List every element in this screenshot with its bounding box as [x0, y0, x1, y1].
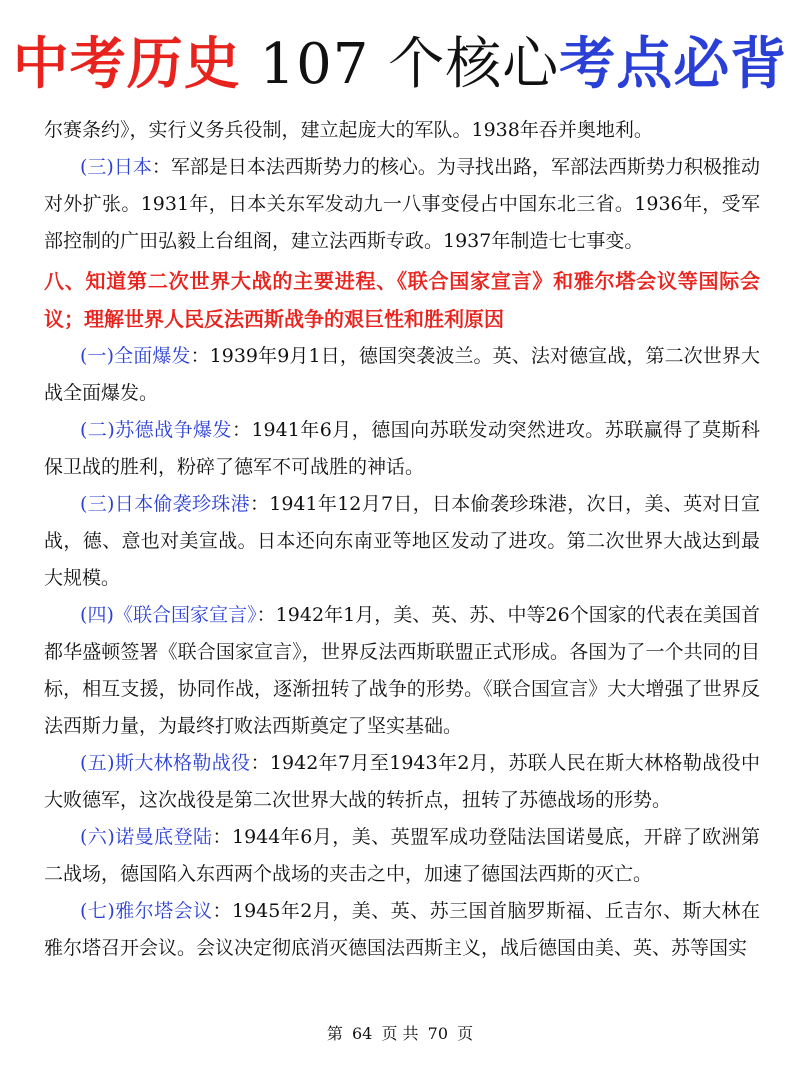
page-title [0, 28, 800, 101]
item-text: ：1941年12月7日，日本偷袭珍珠港，次日，美、英对日宣战，德、意也对美宣战。日本还向东南亚等地区发动了进攻。第二次世界大战达到最大规模。 [44, 493, 761, 589]
paragraph-label: (三)日本 [80, 156, 152, 178]
footer-page-number: 64 [352, 1024, 373, 1043]
list-item [44, 745, 760, 819]
footer-total-pages: 70 [427, 1024, 448, 1043]
item-text: ：1942年1月，美、英、苏、中等26个国家的代表在美国首都华盛顿签署《联合国家宣言》，世界反法西斯联盟正式形成。各国为了一个共同的目标，相互支援，协同作战，逐渐扭转了战争的形势。《联合国宣言》大大增强了世界反法西斯力量，为最终打败法西斯奠定了坚实基础。 [44, 604, 760, 737]
item-text: ：1944年6月，美、英盟军成功登陆法国诺曼底，开辟了欧洲第二战场，德国陷入东西两个战场的夹击之中，加速了德国法西斯的灭亡。 [44, 826, 760, 885]
paragraph-text: 尔赛条约》，实行义务兵役制，建立起庞大的军队。1938年吞并奥地利。 [44, 119, 653, 141]
section-heading: 八、知道第二次世界大战的主要进程、《联合国家宣言》和雅尔塔会议等国际会议；理解世界人民反法西斯战争的艰巨性和胜利原因 [44, 269, 760, 331]
item-label: (四)《联合国家宣言》 [80, 604, 257, 626]
item-text: ：1942年7月至1943年2月，苏联人民在斯大林格勒战役中大败德军，这次战役是第二次世界大战的转折点，扭转了苏德战场的形势。 [44, 752, 761, 811]
list-item [44, 597, 760, 745]
list-item [44, 893, 760, 967]
paragraph-continuation [44, 112, 760, 149]
item-text: ：1945年2月，美、英、苏三国首脑罗斯福、丘吉尔、斯大林在雅尔塔召开会议。会议决定彻底消灭德国法西斯主义，战后德国由美、英、苏等国实 [44, 900, 760, 959]
paragraph-text: ：军部是日本法西斯势力的核心。为寻找出路，军部法西斯势力积极推动对外扩张。1931年，日本关东军发动九一八事变侵占中国东北三省。1936年，受军部控制的广田弘毅上台组阁，建立法西斯专政。1937年制造七七事变。 [44, 156, 760, 252]
list-item [44, 486, 760, 597]
title-blue-part: 考点必背 [559, 31, 788, 97]
item-text: ：1939年9月1日，德国突袭波兰。英、法对德宣战，第二次世界大战全面爆发。 [44, 345, 760, 404]
item-text: ：1941年6月，德国向苏联发动突然进攻。苏联赢得了莫斯科保卫战的胜利，粉碎了德军不可战胜的神话。 [44, 419, 761, 478]
list-item [44, 338, 760, 412]
paragraph-japan [44, 149, 760, 260]
item-label: (五)斯大林格勒战役 [80, 752, 251, 774]
item-label: (六)诺曼底登陆 [80, 826, 213, 848]
item-label: (七)雅尔塔会议 [80, 900, 213, 922]
item-label: (二)苏德战争爆发 [80, 419, 232, 441]
item-label: (一)全面爆发 [80, 345, 191, 367]
title-red-part: 中考历史 [12, 31, 241, 97]
footer-prefix: 第 [326, 1024, 343, 1043]
footer-suffix: 页 [457, 1024, 474, 1043]
document-body [44, 112, 760, 967]
footer-middle: 页 共 [381, 1024, 419, 1043]
page-footer [0, 1022, 800, 1046]
list-item [44, 819, 760, 893]
title-black-part: 107 个核心 [240, 32, 560, 97]
list-item [44, 412, 760, 486]
item-label: (三)日本偷袭珍珠港 [80, 493, 250, 515]
